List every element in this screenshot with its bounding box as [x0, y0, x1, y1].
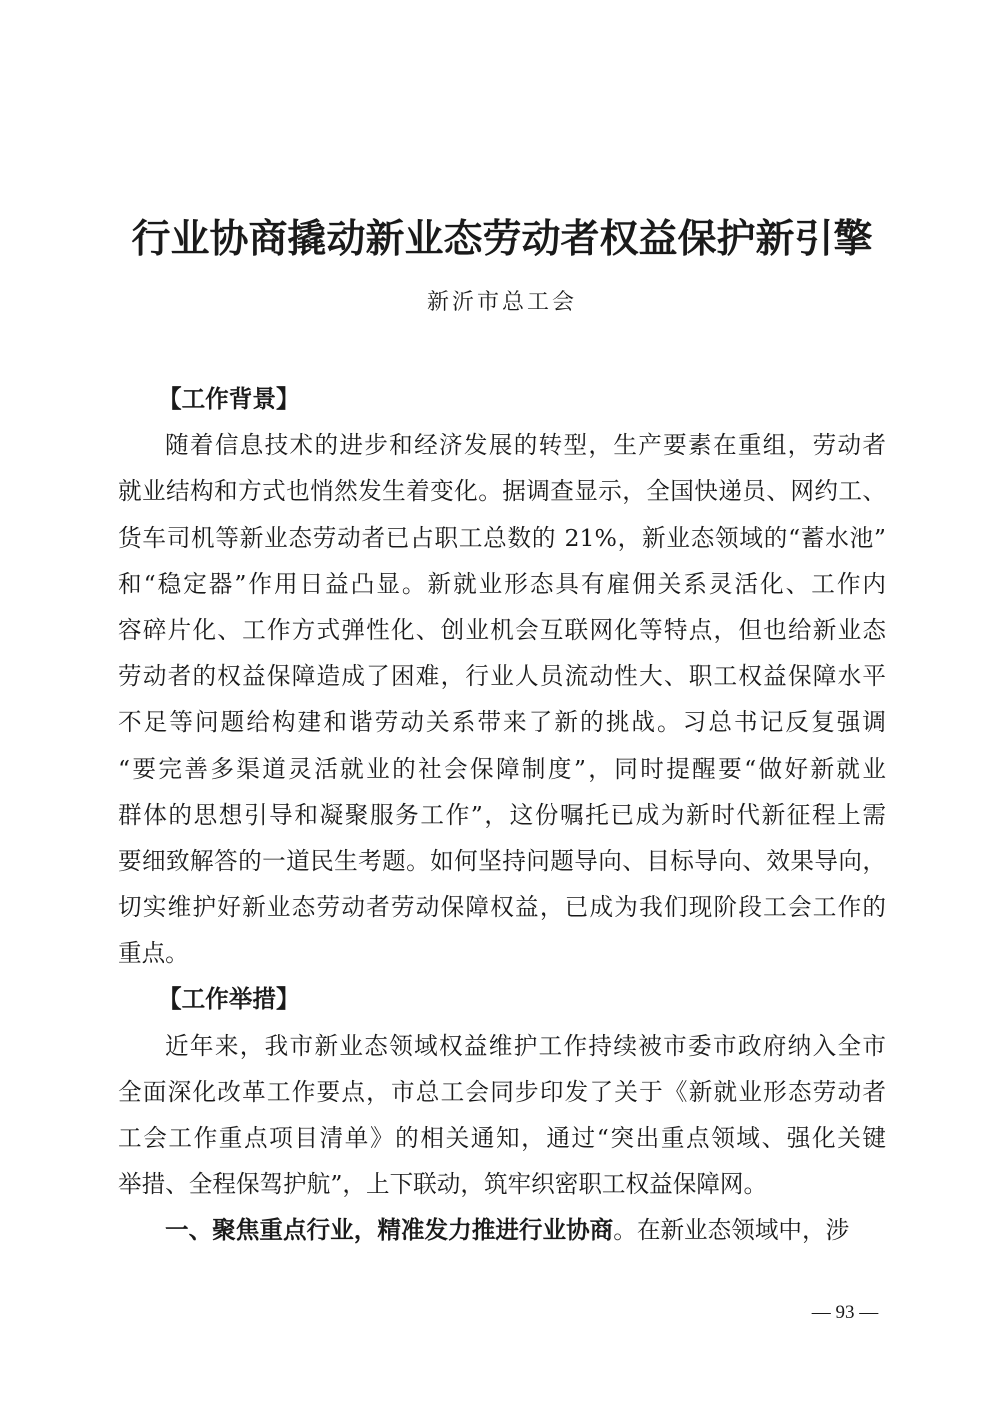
paragraph-line: 要细致解答的一道民生考题。如何坚持问题导向、目标导向、效果导向，: [118, 846, 886, 875]
paragraph-line: 近年来，我市新业态领域权益维护工作持续被市委市政府纳入全市: [165, 1031, 886, 1060]
paragraph-line: 工会工作重点项目清单》的相关通知，通过“突出重点领域、强化关键: [118, 1124, 886, 1152]
article-body: [118, 376, 886, 1254]
section-heading-background: 【工作背景】: [158, 385, 300, 413]
point-one-line: [118, 1207, 886, 1253]
paragraph-line: 切实维护好新业态劳动者劳动保障权益，已成为我们现阶段工会工作的: [118, 893, 886, 922]
paragraph-line: 全面深化改革工作要点，市总工会同步印发了关于《新就业形态劳动者: [118, 1077, 886, 1106]
paragraph-line: 和“稳定器”作用日益凸显。新就业形态具有雇佣关系灵活化、工作内: [118, 569, 886, 598]
paragraph-line: 劳动者的权益保障造成了困难，行业人员流动性大、职工权益保障水平: [118, 662, 886, 691]
paragraph-line: 容碎片化、工作方式弹性化、创业机会互联网化等特点，但也给新业态: [118, 615, 886, 644]
article-author: 新沂市总工会: [426, 290, 577, 315]
point-one-lead: 一、聚焦重点行业，精准发力推进行业协商: [165, 1216, 614, 1245]
paragraph-line-last: 举措、全程保驾护航”，上下联动，筑牢织密职工权益保障网。: [118, 1170, 768, 1199]
paragraph-line: “要完善多渠道灵活就业的社会保障制度”，同时提醒要“做好新就业: [118, 754, 886, 783]
article-title: 行业协商撬动新业态劳动者权益保护新引擎: [131, 216, 873, 262]
point-one-tail: 。在新业态领域中，涉: [613, 1216, 850, 1245]
paragraph-line-last: 重点。: [118, 939, 189, 968]
section-heading-measures: 【工作举措】: [158, 985, 300, 1014]
paragraph-line: 不足等问题给构建和谐劳动关系带来了新的挑战。习总书记反复强调: [118, 708, 886, 737]
paragraph-line: 就业结构和方式也悄然发生着变化。据调查显示，全国快递员、网约工、: [118, 477, 886, 506]
paragraph-line: 随着信息技术的进步和经济发展的转型，生产要素在重组，劳动者: [165, 431, 886, 460]
paragraph-line: 货车司机等新业态劳动者已占职工总数的 21%，新业态领域的“蓄水池”: [118, 523, 886, 552]
paragraph-line: 群体的思想引导和凝聚服务工作”，这份嘱托已成为新时代新征程上需: [118, 800, 886, 829]
page-number: — 93 —: [811, 1302, 879, 1323]
